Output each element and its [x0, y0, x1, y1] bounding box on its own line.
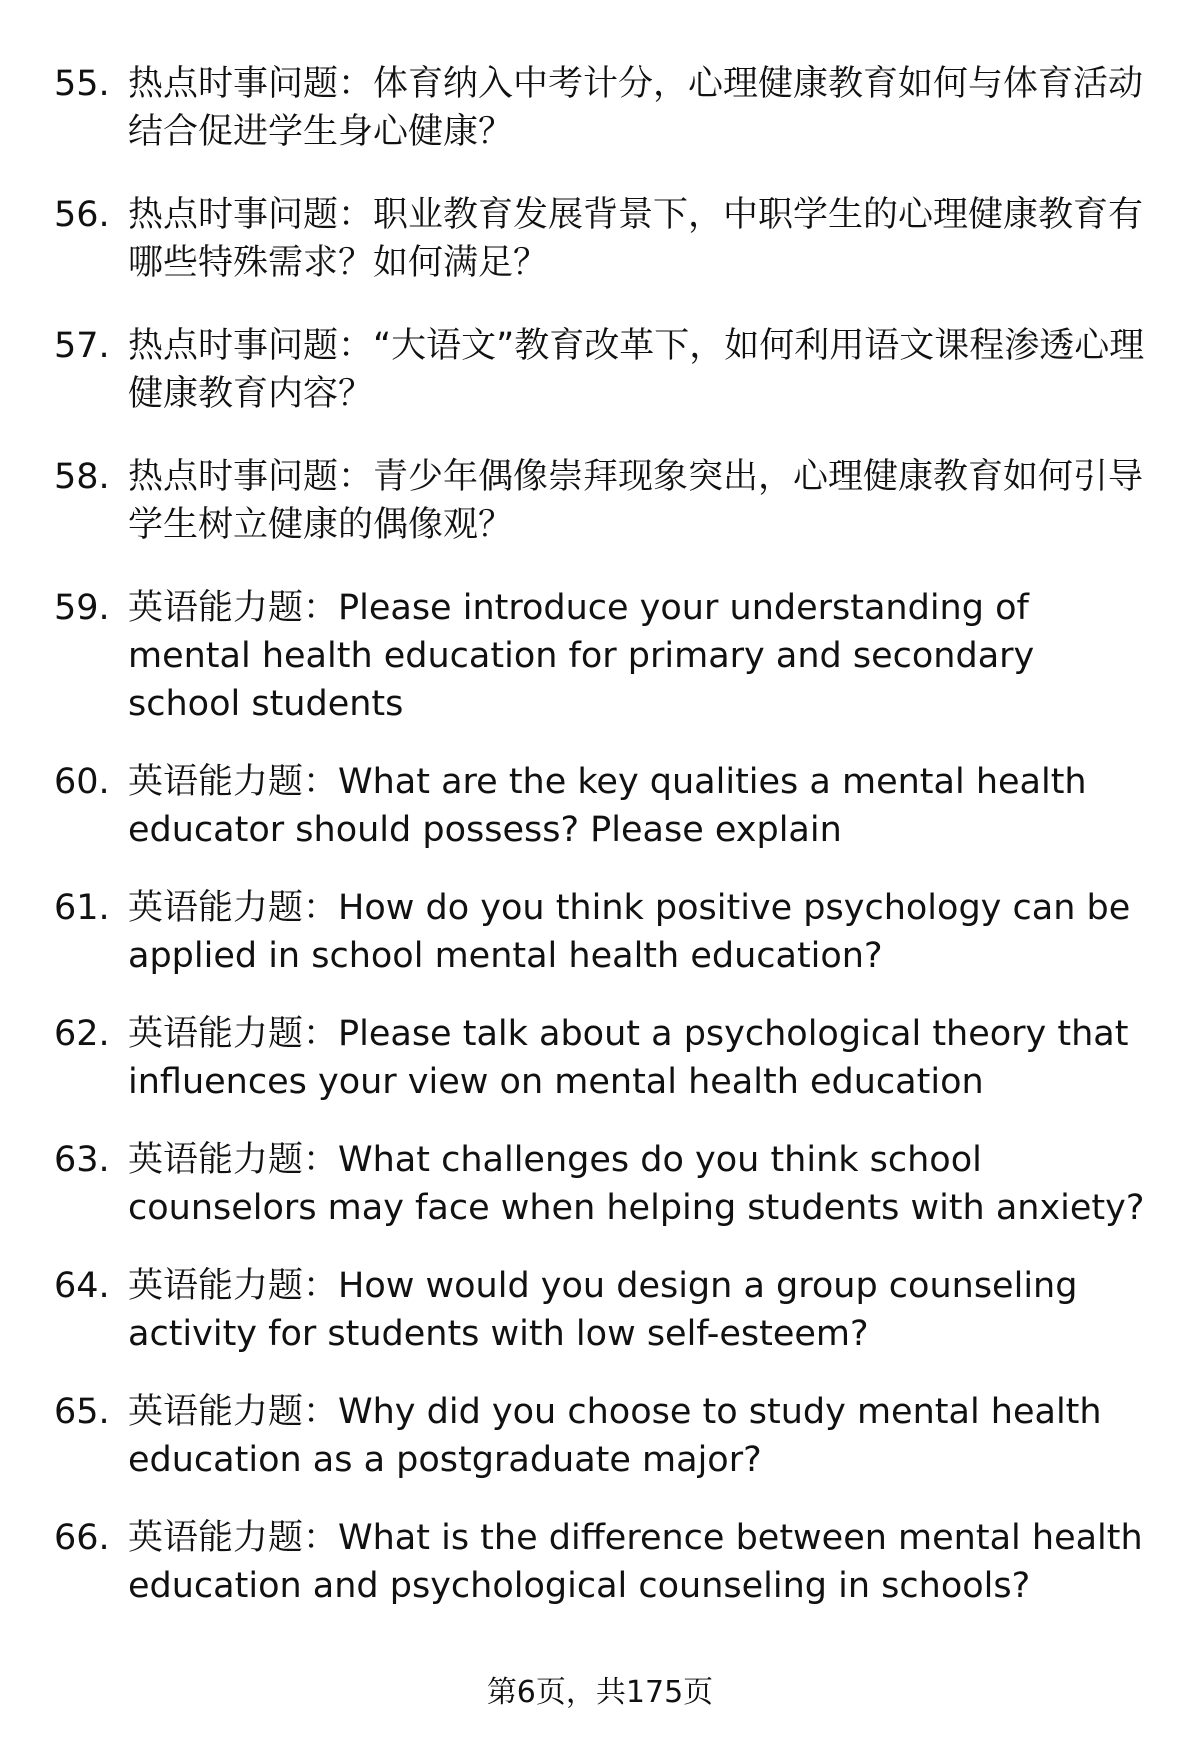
question-item	[54, 1136, 1154, 1232]
question-category: 热点时事问题：	[128, 457, 374, 497]
question-item	[54, 584, 1154, 728]
question-body	[128, 60, 1154, 156]
question-item	[54, 1388, 1154, 1484]
question-body	[128, 1136, 1154, 1232]
question-text: “大语文”教育改革下，如何利用语文课程渗透心理健康教育内容？	[128, 326, 1145, 414]
question-text: How would you design a group counseling activity for students with low self-esteem?	[128, 1266, 1078, 1354]
question-text: What is the difference between mental health education and psychological counseling in schools?	[128, 1518, 1143, 1606]
question-item	[54, 1262, 1154, 1358]
question-number: 64.	[54, 1266, 110, 1306]
question-text: 体育纳入中考计分，心理健康教育如何与体育活动结合促进学生身心健康？	[128, 64, 1144, 152]
question-category: 英语能力题：	[128, 1266, 339, 1306]
question-category: 热点时事问题：	[128, 326, 374, 366]
question-item	[54, 453, 1154, 549]
question-category: 英语能力题：	[128, 888, 339, 928]
question-item	[54, 1010, 1154, 1106]
question-item	[54, 1514, 1154, 1610]
question-category: 英语能力题：	[128, 1392, 339, 1432]
question-category: 英语能力题：	[128, 1140, 339, 1180]
question-text: 职业教育发展背景下，中职学生的心理健康教育有哪些特殊需求？如何满足？	[128, 195, 1144, 283]
question-body	[128, 322, 1154, 418]
question-category: 英语能力题：	[128, 762, 339, 802]
question-text: How do you think positive psychology can be applied in school mental health education?	[128, 888, 1131, 976]
question-item	[54, 191, 1154, 287]
question-text: Please talk about a psychological theory that influences your view on mental health education	[128, 1014, 1129, 1102]
question-number: 61.	[54, 888, 110, 928]
question-body	[128, 884, 1154, 980]
question-number: 55.	[54, 64, 110, 104]
question-number: 56.	[54, 195, 110, 235]
question-number: 63.	[54, 1140, 110, 1180]
question-number: 59.	[54, 588, 110, 628]
question-text: What are the key qualities a mental health educator should possess? Please explain	[128, 762, 1087, 850]
question-body	[128, 1010, 1154, 1106]
question-number: 66.	[54, 1518, 110, 1558]
question-body	[128, 1262, 1154, 1358]
question-item	[54, 758, 1154, 854]
question-body	[128, 191, 1154, 287]
question-body	[128, 1388, 1154, 1484]
question-category: 英语能力题：	[128, 1014, 339, 1054]
question-item	[54, 884, 1154, 980]
question-body	[128, 584, 1154, 728]
question-list	[54, 60, 1154, 1640]
question-number: 58.	[54, 457, 110, 497]
question-body	[128, 453, 1154, 549]
page-number-footer: 第6页，共175页	[486, 1675, 714, 1710]
question-body	[128, 1514, 1154, 1610]
question-text: Why did you choose to study mental health education as a postgraduate major?	[128, 1392, 1102, 1480]
question-number: 62.	[54, 1014, 110, 1054]
question-category: 英语能力题：	[128, 1518, 339, 1558]
question-category: 热点时事问题：	[128, 195, 374, 235]
question-category: 英语能力题：	[128, 588, 339, 628]
question-body	[128, 758, 1154, 854]
question-number: 60.	[54, 762, 110, 802]
question-item	[54, 60, 1154, 156]
question-number: 57.	[54, 326, 110, 366]
question-text: Please introduce your understanding of mental health education for primary and secondary school students	[128, 588, 1035, 724]
question-item	[54, 322, 1154, 418]
question-text: What challenges do you think school counselors may face when helping students with anxiety?	[128, 1140, 1145, 1228]
question-category: 热点时事问题：	[128, 64, 374, 104]
question-text: 青少年偶像崇拜现象突出，心理健康教育如何引导学生树立健康的偶像观？	[128, 457, 1144, 545]
question-number: 65.	[54, 1392, 110, 1432]
